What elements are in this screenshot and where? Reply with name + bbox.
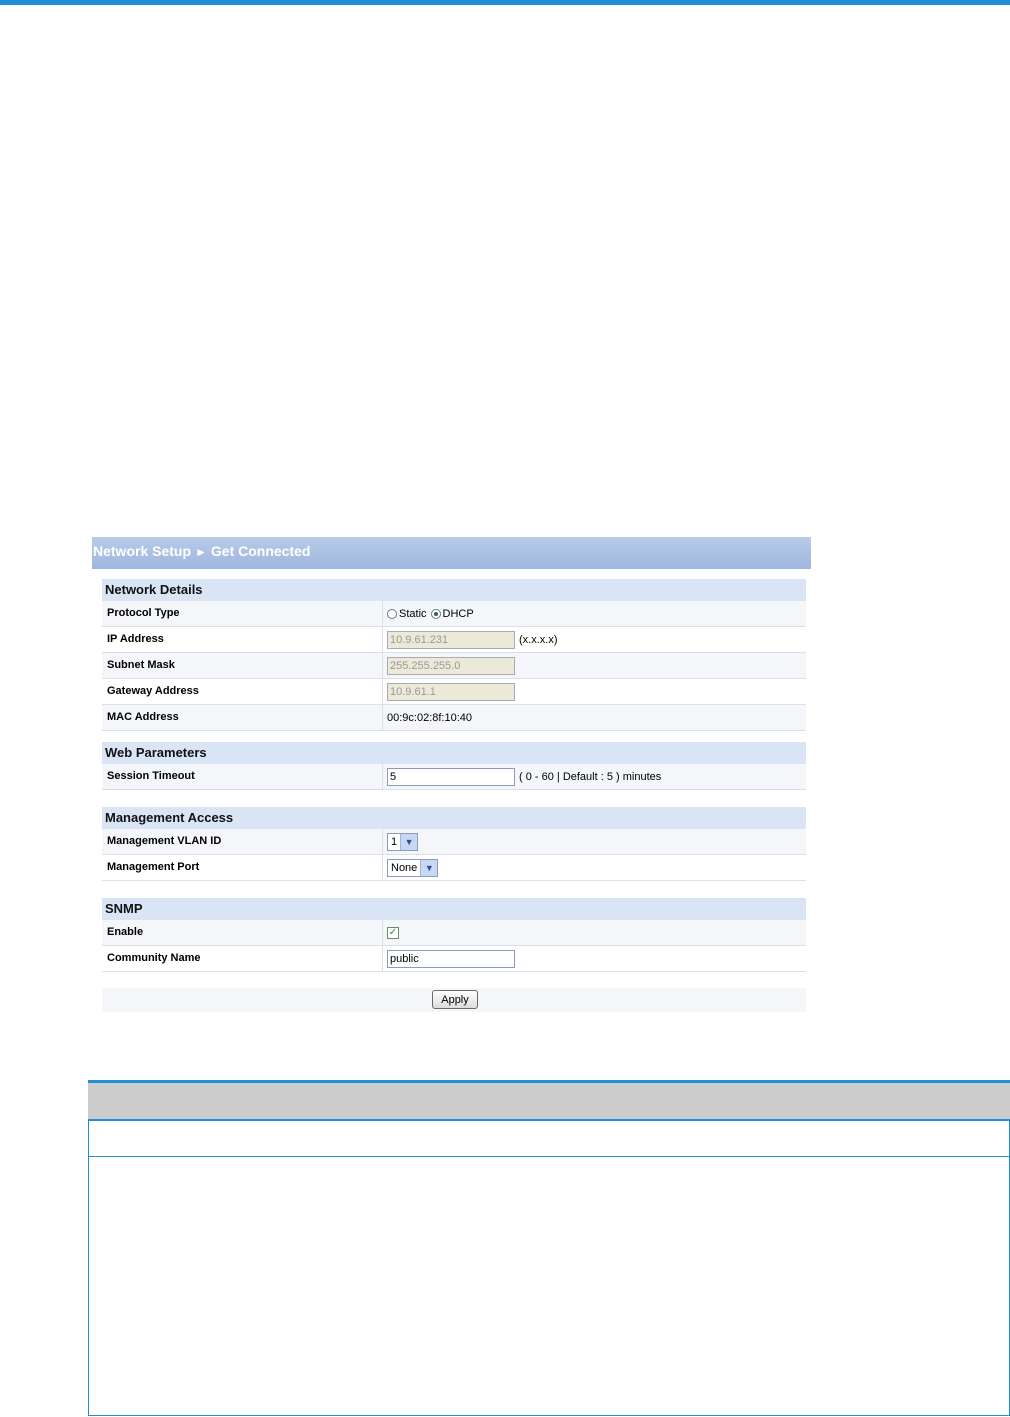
web-parameters-section: [102, 742, 806, 790]
section-title: SNMP: [102, 898, 806, 920]
session-timeout-input[interactable]: [387, 768, 515, 786]
chevron-down-icon[interactable]: ▼: [400, 834, 417, 850]
management-access-section: [102, 807, 806, 881]
management-vlan-row: [102, 829, 806, 855]
mac-address-value: 00:9c:02:8f:10:40: [387, 711, 473, 724]
management-port-select[interactable]: [387, 859, 438, 877]
breadcrumb-section: Network Setup: [93, 543, 192, 559]
dhcp-radio[interactable]: [431, 609, 441, 619]
get-connected-panel: [92, 537, 811, 1015]
community-name-input[interactable]: [387, 950, 515, 968]
table-header-row: [88, 1083, 1010, 1121]
section-title: Management Access: [102, 807, 806, 829]
top-rule: [0, 0, 1010, 5]
section-title: Network Details: [102, 579, 806, 601]
management-vlan-value: 1: [391, 835, 398, 848]
chevron-down-icon[interactable]: ▼: [420, 860, 437, 876]
apply-button[interactable]: Apply: [432, 990, 478, 1009]
snmp-section: [102, 898, 806, 972]
network-details-section: [102, 579, 806, 731]
ip-format-hint: (x.x.x.x): [519, 633, 558, 646]
table-row: [88, 1121, 1010, 1157]
community-name-label: Community Name: [107, 952, 201, 964]
protocol-type-label: Protocol Type: [107, 607, 180, 619]
management-port-value: None: [391, 861, 418, 874]
session-timeout-row: [102, 764, 806, 790]
static-radio[interactable]: [387, 609, 397, 619]
gateway-address-label: Gateway Address: [107, 685, 199, 697]
breadcrumb-page: Get Connected: [210, 543, 311, 559]
management-vlan-label: Management VLAN ID: [107, 835, 222, 847]
static-radio-label[interactable]: Static: [399, 607, 427, 620]
management-vlan-select[interactable]: [387, 833, 418, 851]
document-table: [88, 1080, 1010, 1417]
section-title: Web Parameters: [102, 742, 806, 764]
community-name-row: [102, 946, 806, 972]
breadcrumb: [92, 537, 811, 569]
mac-address-label: MAC Address: [107, 711, 179, 723]
management-port-row: [102, 855, 806, 881]
management-port-label: Management Port: [107, 861, 200, 873]
snmp-enable-checkbox[interactable]: [387, 927, 399, 939]
check-icon: ✓: [388, 927, 398, 938]
gateway-address-field: [387, 683, 515, 701]
breadcrumb-arrow-icon: ►: [195, 545, 207, 559]
subnet-mask-label: Subnet Mask: [107, 659, 175, 671]
network-details-rows: [102, 601, 806, 731]
snmp-enable-row: [102, 920, 806, 946]
ip-address-field: [387, 631, 515, 649]
mac-address-row: [102, 705, 806, 731]
snmp-enable-label: Enable: [107, 926, 144, 938]
ip-address-label: IP Address: [107, 633, 164, 645]
apply-bar: [102, 988, 806, 1012]
subnet-mask-field: [387, 657, 515, 675]
session-timeout-label: Session Timeout: [107, 770, 195, 782]
dhcp-radio-label[interactable]: DHCP: [442, 607, 474, 620]
subnet-mask-row: [102, 653, 806, 679]
gateway-address-row: [102, 679, 806, 705]
table-row: [88, 1157, 1010, 1416]
session-timeout-hint: ( 0 - 60 | Default : 5 ) minutes: [519, 770, 662, 783]
ip-address-row: [102, 627, 806, 653]
protocol-type-row: [102, 601, 806, 627]
